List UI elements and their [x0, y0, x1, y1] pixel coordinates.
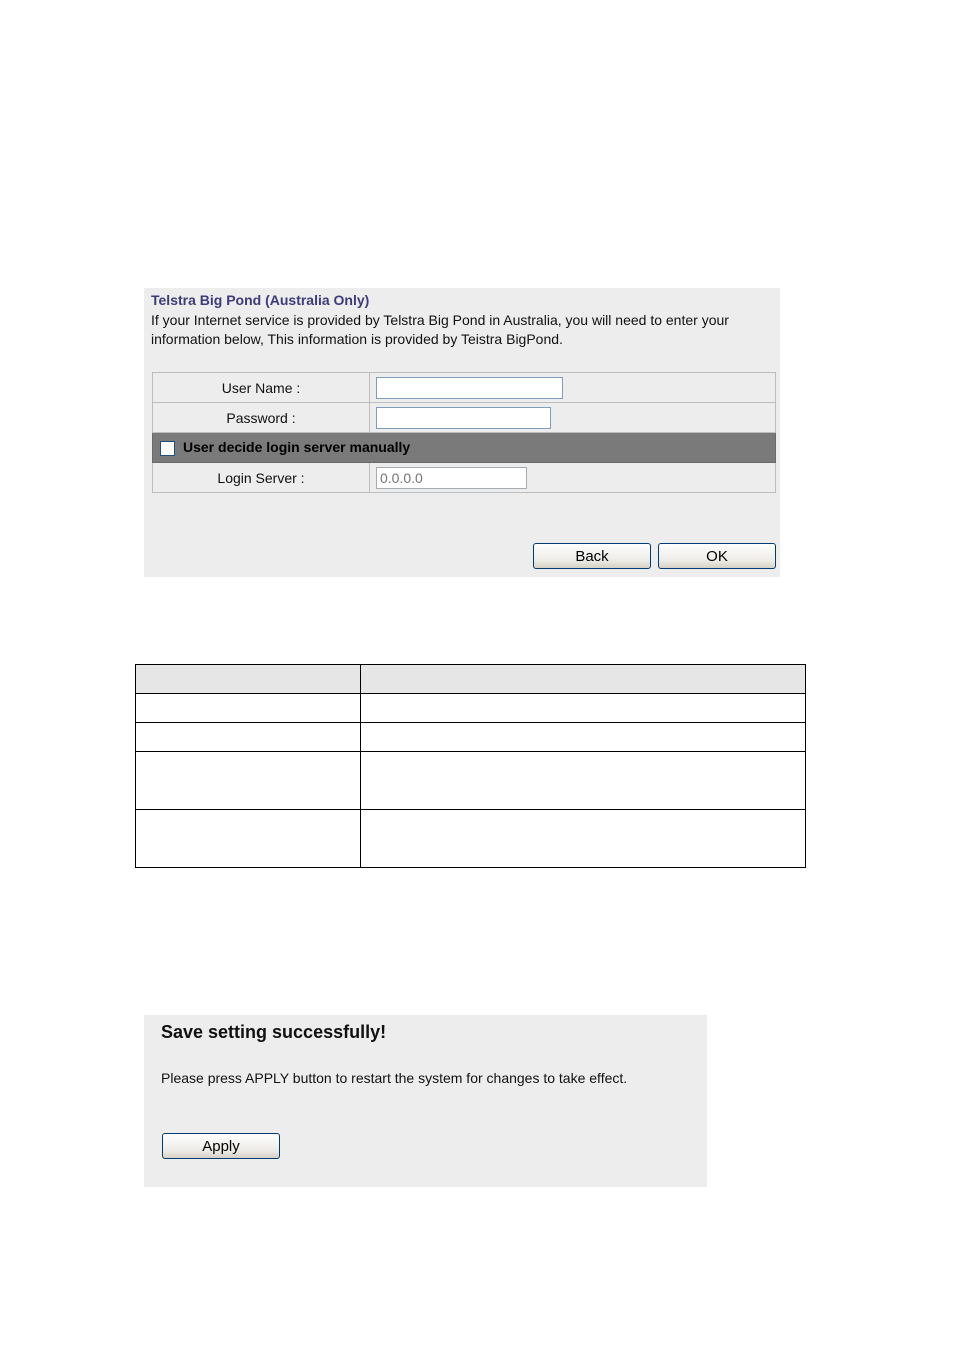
manual-server-checkbox[interactable]	[160, 441, 175, 456]
bigpond-form	[152, 372, 776, 493]
form-row-password	[153, 403, 776, 433]
form-row-manual-server	[153, 433, 776, 463]
table-cell	[361, 752, 806, 810]
ok-button[interactable]: OK	[658, 543, 776, 569]
username-input[interactable]	[376, 377, 563, 399]
table-row	[136, 752, 806, 810]
form-row-username	[153, 373, 776, 403]
save-title: Save setting successfully!	[161, 1022, 387, 1042]
table-row	[136, 723, 806, 752]
table-header-cell	[361, 665, 806, 694]
table-cell	[136, 723, 361, 752]
password-input[interactable]	[376, 407, 551, 429]
table-header-cell	[136, 665, 361, 694]
table-row	[136, 694, 806, 723]
manual-server-label: User decide login server manually	[183, 439, 411, 456]
table-cell	[361, 723, 806, 752]
apply-button[interactable]: Apply	[162, 1133, 280, 1159]
table-header-row	[136, 665, 806, 694]
table-cell	[136, 810, 361, 868]
table-cell	[136, 752, 361, 810]
username-label: User Name :	[153, 373, 370, 403]
save-message: Please press APPLY button to restart the system for changes to take effect.	[161, 1070, 628, 1086]
save-success-panel	[144, 1015, 707, 1187]
password-label: Password :	[153, 403, 370, 433]
table-row	[136, 810, 806, 868]
panel-title: Telstra Big Pond (Australia Only)	[151, 292, 370, 308]
table-cell	[136, 694, 361, 723]
panel-description: If your Internet service is provided by Telstra Big Pond in Australia, you will need to enter your information below, This information is provided by Teistra BigPond.	[151, 312, 729, 347]
bigpond-settings-panel	[144, 288, 780, 577]
field-description-table	[135, 664, 806, 868]
form-row-login-server	[153, 463, 776, 493]
login-server-input[interactable]	[376, 467, 527, 489]
table-cell	[361, 694, 806, 723]
login-server-label: Login Server :	[153, 463, 370, 493]
back-button[interactable]: Back	[533, 543, 651, 569]
table-cell	[361, 810, 806, 868]
